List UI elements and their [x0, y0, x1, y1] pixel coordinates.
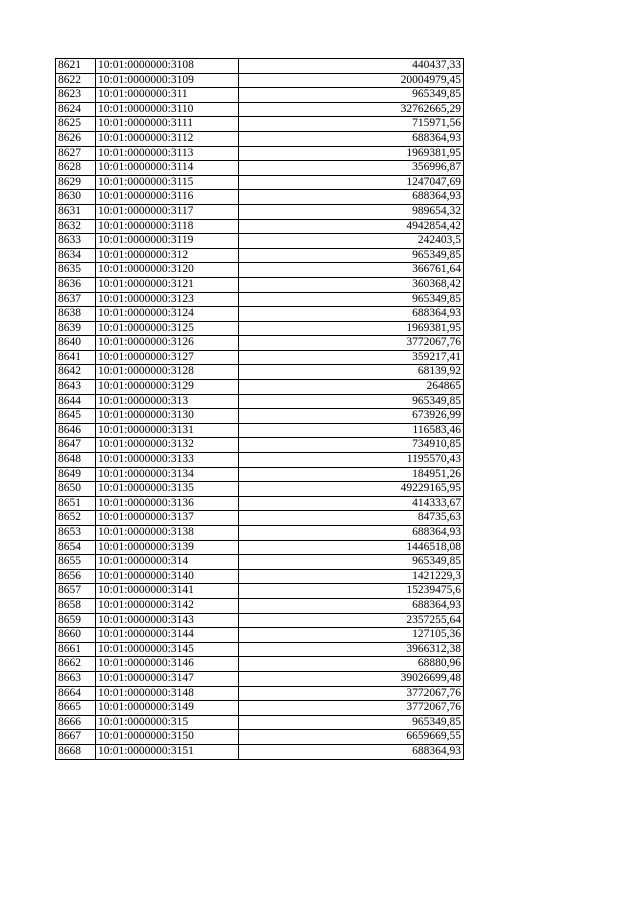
cadastral-number-cell: 10:01:0000000:3115 [96, 175, 239, 190]
table-body [56, 59, 464, 760]
row-number-cell: 8628 [56, 161, 96, 176]
value-cell: 965349,85 [239, 248, 464, 263]
cadastral-number-cell: 10:01:0000000:3143 [96, 613, 239, 628]
row-number-cell: 8622 [56, 73, 96, 88]
cadastral-number-cell: 10:01:0000000:3139 [96, 540, 239, 555]
value-cell: 359217,41 [239, 350, 464, 365]
cadastral-number-cell: 10:01:0000000:313 [96, 394, 239, 409]
value-cell: 1446518,08 [239, 540, 464, 555]
table-row [56, 686, 464, 701]
cadastral-number-cell: 10:01:0000000:3128 [96, 365, 239, 380]
row-number-cell: 8668 [56, 744, 96, 759]
value-cell: 116583,46 [239, 423, 464, 438]
cadastral-number-cell: 10:01:0000000:3151 [96, 744, 239, 759]
cadastral-number-cell: 10:01:0000000:3136 [96, 496, 239, 511]
table-row [56, 380, 464, 395]
value-cell: 3772067,76 [239, 686, 464, 701]
table-row [56, 613, 464, 628]
value-cell: 965349,85 [239, 715, 464, 730]
table-row [56, 190, 464, 205]
value-cell: 264865 [239, 380, 464, 395]
row-number-cell: 8644 [56, 394, 96, 409]
row-number-cell: 8630 [56, 190, 96, 205]
value-cell: 20004979,45 [239, 73, 464, 88]
value-cell: 673926,99 [239, 409, 464, 424]
row-number-cell: 8624 [56, 102, 96, 117]
value-cell: 989654,32 [239, 204, 464, 219]
value-cell: 688364,93 [239, 598, 464, 613]
table-row [56, 642, 464, 657]
row-number-cell: 8629 [56, 175, 96, 190]
table-row [56, 540, 464, 555]
value-cell: 688364,93 [239, 190, 464, 205]
cadastral-number-cell: 10:01:0000000:3120 [96, 263, 239, 278]
cadastral-number-cell: 10:01:0000000:312 [96, 248, 239, 263]
cadastral-number-cell: 10:01:0000000:3124 [96, 307, 239, 322]
row-number-cell: 8632 [56, 219, 96, 234]
row-number-cell: 8663 [56, 671, 96, 686]
table-row [56, 131, 464, 146]
value-cell: 3966312,38 [239, 642, 464, 657]
table-row [56, 175, 464, 190]
value-cell: 965349,85 [239, 555, 464, 570]
table-row [56, 59, 464, 74]
table-row [56, 715, 464, 730]
cadastral-number-cell: 10:01:0000000:3114 [96, 161, 239, 176]
table-row [56, 496, 464, 511]
cadastral-number-cell: 10:01:0000000:3133 [96, 453, 239, 468]
table-row [56, 161, 464, 176]
value-cell: 3772067,76 [239, 701, 464, 716]
table-row [56, 467, 464, 482]
cadastral-number-cell: 10:01:0000000:3108 [96, 59, 239, 74]
row-number-cell: 8627 [56, 146, 96, 161]
cadastral-number-cell: 10:01:0000000:3149 [96, 701, 239, 716]
table-row [56, 657, 464, 672]
row-number-cell: 8665 [56, 701, 96, 716]
table-row [56, 263, 464, 278]
cadastral-number-cell: 10:01:0000000:3137 [96, 511, 239, 526]
value-cell: 4942854,42 [239, 219, 464, 234]
cadastral-number-cell: 10:01:0000000:3134 [96, 467, 239, 482]
cadastral-number-cell: 10:01:0000000:3132 [96, 438, 239, 453]
value-cell: 965349,85 [239, 394, 464, 409]
value-cell: 688364,93 [239, 526, 464, 541]
table-row [56, 555, 464, 570]
row-number-cell: 8633 [56, 234, 96, 249]
cadastral-number-cell: 10:01:0000000:3125 [96, 321, 239, 336]
value-cell: 6659669,55 [239, 730, 464, 745]
table-row [56, 569, 464, 584]
cadastral-number-cell: 10:01:0000000:3144 [96, 628, 239, 643]
value-cell: 1195570,43 [239, 453, 464, 468]
row-number-cell: 8664 [56, 686, 96, 701]
row-number-cell: 8647 [56, 438, 96, 453]
value-cell: 1969381,95 [239, 321, 464, 336]
cadastral-number-cell: 10:01:0000000:3147 [96, 671, 239, 686]
cadastral-number-cell: 10:01:0000000:3123 [96, 292, 239, 307]
value-cell: 49229165,95 [239, 482, 464, 497]
value-cell: 68880,96 [239, 657, 464, 672]
cadastral-number-cell: 10:01:0000000:3135 [96, 482, 239, 497]
table-row [56, 365, 464, 380]
row-number-cell: 8631 [56, 204, 96, 219]
table-row [56, 321, 464, 336]
cadastral-number-cell: 10:01:0000000:3129 [96, 380, 239, 395]
table-row [56, 438, 464, 453]
value-cell: 184951,26 [239, 467, 464, 482]
table-row [56, 584, 464, 599]
cadastral-number-cell: 10:01:0000000:3150 [96, 730, 239, 745]
table-row [56, 204, 464, 219]
cadastral-number-cell: 10:01:0000000:314 [96, 555, 239, 570]
table-row [56, 628, 464, 643]
value-cell: 360368,42 [239, 277, 464, 292]
row-number-cell: 8655 [56, 555, 96, 570]
value-cell: 965349,85 [239, 292, 464, 307]
cadastral-number-cell: 10:01:0000000:3112 [96, 131, 239, 146]
table-row [56, 526, 464, 541]
value-cell: 356996,87 [239, 161, 464, 176]
row-number-cell: 8653 [56, 526, 96, 541]
row-number-cell: 8635 [56, 263, 96, 278]
row-number-cell: 8625 [56, 117, 96, 132]
row-number-cell: 8661 [56, 642, 96, 657]
value-cell: 688364,93 [239, 307, 464, 322]
row-number-cell: 8645 [56, 409, 96, 424]
cadastral-number-cell: 10:01:0000000:3110 [96, 102, 239, 117]
table-row [56, 394, 464, 409]
table-row [56, 350, 464, 365]
table-row [56, 117, 464, 132]
row-number-cell: 8649 [56, 467, 96, 482]
cadastral-number-cell: 10:01:0000000:3111 [96, 117, 239, 132]
value-cell: 2357255,64 [239, 613, 464, 628]
row-number-cell: 8641 [56, 350, 96, 365]
table-row [56, 453, 464, 468]
cadastral-number-cell: 10:01:0000000:3130 [96, 409, 239, 424]
value-cell: 3772067,76 [239, 336, 464, 351]
cadastral-number-cell: 10:01:0000000:3109 [96, 73, 239, 88]
row-number-cell: 8637 [56, 292, 96, 307]
row-number-cell: 8650 [56, 482, 96, 497]
cadastral-number-cell: 10:01:0000000:3116 [96, 190, 239, 205]
table-row [56, 423, 464, 438]
table-row [56, 336, 464, 351]
table-row [56, 292, 464, 307]
row-number-cell: 8634 [56, 248, 96, 263]
value-cell: 688364,93 [239, 744, 464, 759]
table-row [56, 409, 464, 424]
row-number-cell: 8639 [56, 321, 96, 336]
row-number-cell: 8623 [56, 88, 96, 103]
value-cell: 366761,64 [239, 263, 464, 278]
row-number-cell: 8638 [56, 307, 96, 322]
cadastral-number-cell: 10:01:0000000:3145 [96, 642, 239, 657]
table-row [56, 598, 464, 613]
table-row [56, 146, 464, 161]
cadastral-number-cell: 10:01:0000000:3117 [96, 204, 239, 219]
table-row [56, 102, 464, 117]
cadastral-number-cell: 10:01:0000000:3138 [96, 526, 239, 541]
value-cell: 734910,85 [239, 438, 464, 453]
row-number-cell: 8657 [56, 584, 96, 599]
row-number-cell: 8654 [56, 540, 96, 555]
row-number-cell: 8640 [56, 336, 96, 351]
cadastral-number-cell: 10:01:0000000:3142 [96, 598, 239, 613]
cadastral-number-cell: 10:01:0000000:311 [96, 88, 239, 103]
table-row [56, 277, 464, 292]
row-number-cell: 8660 [56, 628, 96, 643]
row-number-cell: 8643 [56, 380, 96, 395]
value-cell: 32762665,29 [239, 102, 464, 117]
row-number-cell: 8667 [56, 730, 96, 745]
cadastral-number-cell: 10:01:0000000:3141 [96, 584, 239, 599]
table-row [56, 307, 464, 322]
value-cell: 688364,93 [239, 131, 464, 146]
table-row [56, 671, 464, 686]
cadastral-number-cell: 10:01:0000000:315 [96, 715, 239, 730]
table-row [56, 701, 464, 716]
cadastral-number-cell: 10:01:0000000:3126 [96, 336, 239, 351]
cadastral-number-cell: 10:01:0000000:3118 [96, 219, 239, 234]
row-number-cell: 8642 [56, 365, 96, 380]
row-number-cell: 8656 [56, 569, 96, 584]
row-number-cell: 8621 [56, 59, 96, 74]
cadastral-number-cell: 10:01:0000000:3131 [96, 423, 239, 438]
table-row [56, 482, 464, 497]
table-row [56, 744, 464, 759]
cadastral-number-cell: 10:01:0000000:3140 [96, 569, 239, 584]
row-number-cell: 8659 [56, 613, 96, 628]
cadastral-number-cell: 10:01:0000000:3113 [96, 146, 239, 161]
table-row [56, 730, 464, 745]
value-cell: 39026699,48 [239, 671, 464, 686]
value-cell: 242403,5 [239, 234, 464, 249]
value-cell: 715971,56 [239, 117, 464, 132]
row-number-cell: 8662 [56, 657, 96, 672]
table-row [56, 248, 464, 263]
value-cell: 68139,92 [239, 365, 464, 380]
value-cell: 127105,36 [239, 628, 464, 643]
table-row [56, 219, 464, 234]
row-number-cell: 8652 [56, 511, 96, 526]
value-cell: 84735,63 [239, 511, 464, 526]
row-number-cell: 8646 [56, 423, 96, 438]
cadastral-number-cell: 10:01:0000000:3148 [96, 686, 239, 701]
value-cell: 15239475,6 [239, 584, 464, 599]
row-number-cell: 8666 [56, 715, 96, 730]
value-cell: 1421229,3 [239, 569, 464, 584]
row-number-cell: 8658 [56, 598, 96, 613]
value-cell: 965349,85 [239, 88, 464, 103]
table-row [56, 73, 464, 88]
row-number-cell: 8626 [56, 131, 96, 146]
value-cell: 1969381,95 [239, 146, 464, 161]
table-row [56, 234, 464, 249]
cadastral-number-cell: 10:01:0000000:3119 [96, 234, 239, 249]
row-number-cell: 8648 [56, 453, 96, 468]
cadastral-value-table [55, 58, 464, 760]
cadastral-number-cell: 10:01:0000000:3146 [96, 657, 239, 672]
value-cell: 440437,33 [239, 59, 464, 74]
value-cell: 1247047,69 [239, 175, 464, 190]
table-row [56, 88, 464, 103]
cadastral-number-cell: 10:01:0000000:3121 [96, 277, 239, 292]
row-number-cell: 8651 [56, 496, 96, 511]
row-number-cell: 8636 [56, 277, 96, 292]
table-row [56, 511, 464, 526]
cadastral-number-cell: 10:01:0000000:3127 [96, 350, 239, 365]
value-cell: 414333,67 [239, 496, 464, 511]
